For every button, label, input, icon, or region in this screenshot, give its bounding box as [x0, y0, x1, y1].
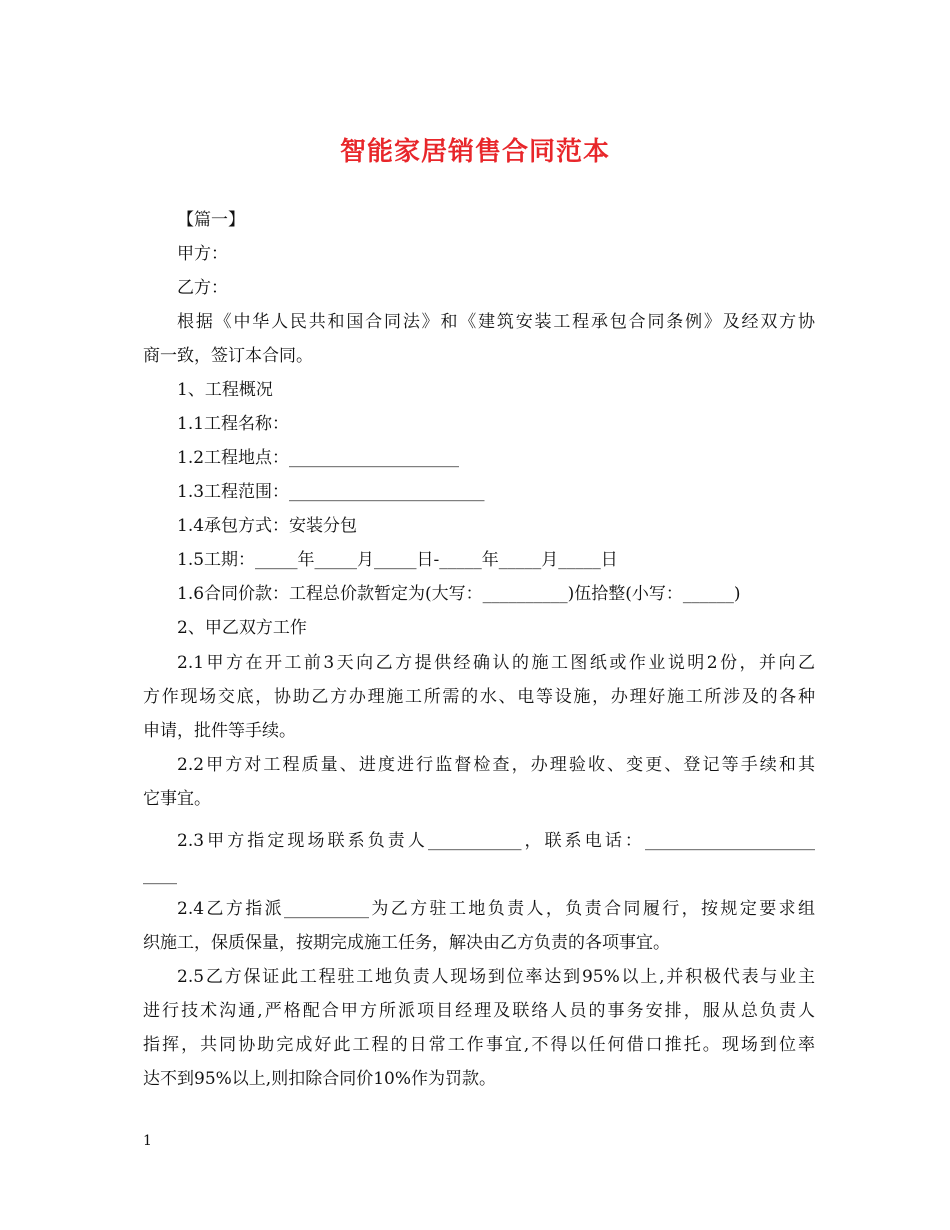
clause-2-1-line-2: 方作现场交底，协助乙方办理施工所需的水、电等设施，办理好施工所涉及的各种: [143, 687, 815, 707]
item-project-scope: 1.3工程范围：_______________________: [177, 482, 485, 502]
clause-2-2-line-1: 2.2甲方对工程质量、进度进行监督检查，办理验收、变更、登记等手续和其: [177, 755, 815, 775]
item-project-location: 1.2工程地点：____________________: [177, 448, 460, 468]
heading-party-duties: 2、甲乙双方工作: [177, 618, 307, 638]
document-title: 智能家居销售合同范本: [339, 137, 610, 167]
clause-2-2-line-2: 它事宜。: [143, 789, 211, 809]
clause-2-3-line-1: 2.3甲方指定现场联系负责人___________，联系电话：____________________: [177, 831, 815, 851]
clause-2-1-line-1: 2.1甲方在开工前3天向乙方提供经确认的施工图纸或作业说明2份，并向乙: [177, 653, 815, 673]
clause-2-5-line-2: 进行技术沟通,严格配合甲方所派项目经理及联络人员的事务安排，服从总负责人: [143, 1001, 815, 1021]
clause-2-4-line-1: 2.4乙方指派__________为乙方驻工地负责人，负责合同履行，按规定要求组: [177, 899, 815, 919]
section-label: 【篇一】: [177, 210, 245, 230]
party-b-line: 乙方：: [177, 278, 228, 298]
clause-2-1-line-3: 申请，批件等手续。: [143, 721, 296, 741]
item-project-name: 1.1工程名称：: [177, 414, 290, 434]
page-number: 1: [143, 1133, 152, 1149]
intro-line-1: 根据《中华人民共和国合同法》和《建筑安装工程承包合同条例》及经双方协: [177, 312, 815, 332]
party-a-line: 甲方：: [177, 244, 228, 264]
clause-2-4-line-2: 织施工，保质保量，按期完成施工任务，解决由乙方负责的各项事宜。: [143, 933, 670, 953]
item-contract-price: 1.6合同价款：工程总价款暂定为(大写：__________)伍拾整(小写：______): [177, 584, 741, 604]
clause-2-5-line-1: 2.5乙方保证此工程驻工地负责人现场到位率达到95%以上,并积极代表与业主: [177, 967, 815, 987]
intro-line-2: 商一致，签订本合同。: [143, 346, 313, 366]
clause-2-5-line-4: 达不到95%以上,则扣除合同价10%作为罚款。: [143, 1069, 496, 1089]
clause-2-3-line-2: ____: [143, 865, 177, 885]
clause-2-5-line-3: 指挥，共同协助完成好此工程的日常工作事宜,不得以任何借口推托。现场到位率: [143, 1035, 815, 1055]
item-schedule: 1.5工期：_____年_____月_____日-_____年_____月_____日: [177, 550, 618, 570]
item-contract-mode: 1.4承包方式：安装分包: [177, 516, 358, 536]
heading-project-overview: 1、工程概况: [177, 380, 273, 400]
